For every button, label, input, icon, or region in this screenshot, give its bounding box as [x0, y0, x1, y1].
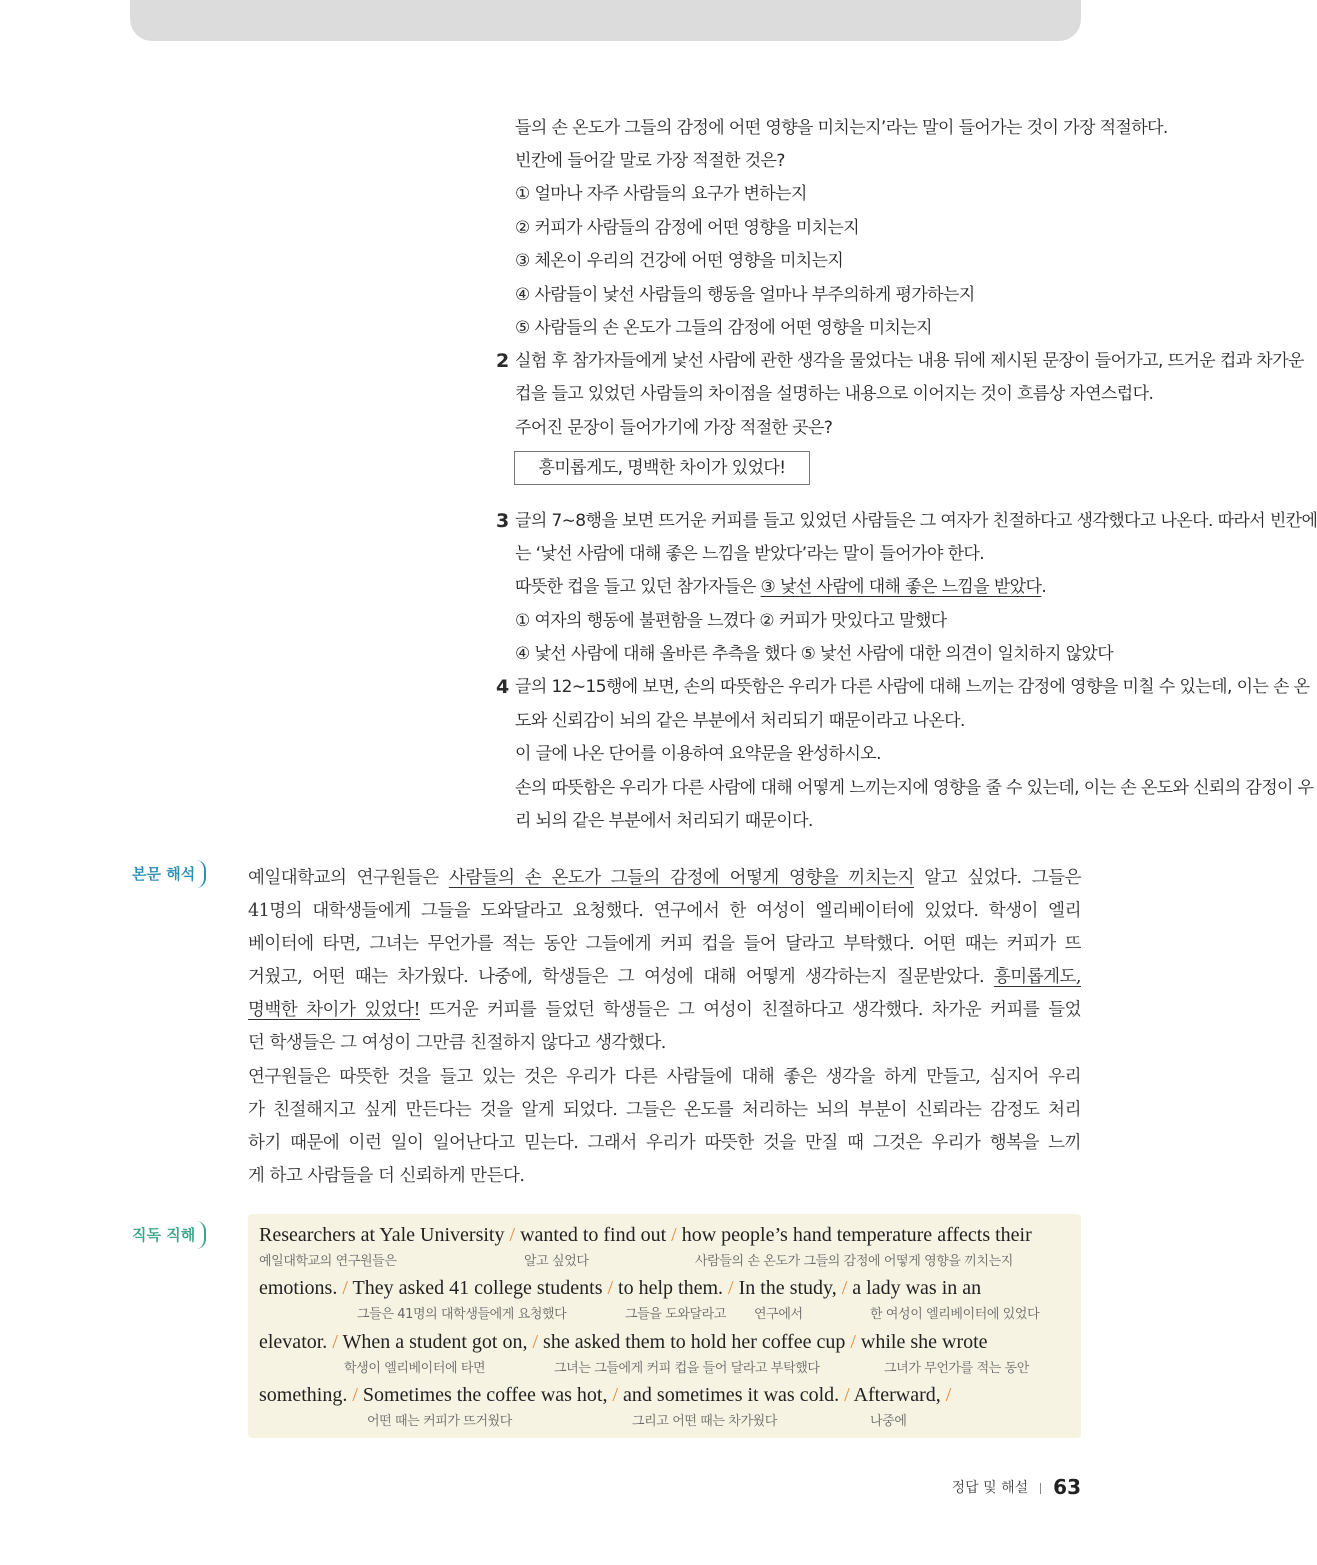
- korean-gloss: 그녀는 그들에게 커피 컵을 들어 달라고 부탁했다: [554, 1361, 820, 1376]
- question-number: 2: [496, 350, 509, 372]
- q3-line: 는 ‘낯선 사람에 대해 좋은 느낌을 받았다’라는 말이 들어가야 한다.: [515, 544, 985, 564]
- korean-gloss: 연구에서: [754, 1307, 803, 1322]
- korean-gloss: 그들은 41명의 대학생들에게 요청했다: [357, 1307, 567, 1322]
- korean-gloss: 그들을 도와달라고: [625, 1307, 726, 1322]
- translation-line: 베이터에 타면, 그녀는 무언가를 적는 동안 그들에게 커피 컵을 들어 달라고 부탁했다. 어떤 때는 커피가 뜨: [248, 934, 1081, 954]
- q1-option: ⑤ 사람들의 손 온도가 그들의 감정에 어떤 영향을 미치는지: [515, 318, 932, 338]
- q1-line: 들의 손 온도가 그들의 감정에 어떤 영향을 미치는지’라는 말이 들어가는 것이 가장 적절하다.: [515, 118, 1168, 138]
- question-number: 4: [496, 676, 509, 698]
- q3-answer-suffix: .: [1041, 577, 1047, 597]
- translation-line: 가 친절해지고 싶게 만든다는 것을 알게 되었다. 그들은 온도를 처리하는 뇌의 부분이 신뢰라는 감정도 처리: [248, 1100, 1081, 1120]
- q1-line: 빈칸에 들어갈 말로 가장 적절한 것은?: [515, 151, 785, 171]
- q2-given-sentence-box: 흥미롭게도, 명백한 차이가 있었다!: [514, 451, 810, 485]
- translation-line: 던 학생들은 그 여성이 그만큼 친절하지 않다고 생각했다.: [248, 1033, 666, 1053]
- korean-gloss: 예일대학교의 연구원들은: [259, 1254, 397, 1269]
- q4-line: 글의 12∼15행에 보면, 손의 따뜻함은 우리가 다른 사람에 대해 느끼는 감정에 영향을 미칠 수 있는데, 이는 손 온: [515, 677, 1310, 697]
- translation-line: 41명의 대학생들에게 그들을 도와달라고 요청했다. 연구에서 한 여성이 엘리베이터에 있었다. 학생이 엘리: [248, 901, 1081, 921]
- q1-option: ③ 체온이 우리의 건강에 어떤 영향을 미치는지: [515, 251, 844, 271]
- korean-gloss: 어떤 때는 커피가 뜨거웠다: [367, 1414, 512, 1429]
- translation-label: 본문 해석: [130, 860, 206, 888]
- korean-gloss: 알고 싶었다: [524, 1254, 589, 1269]
- korean-gloss: 한 여성이 엘리베이터에 있었다: [870, 1307, 1040, 1322]
- q4-line: 손의 따뜻함은 우리가 다른 사람에 대해 어떻게 느끼는지에 영향을 줄 수 있는데, 이는 손 온도와 신뢰의 감정이 우: [515, 778, 1314, 798]
- q1-option: ④ 사람들이 낯선 사람들의 행동을 얼마나 부주의하게 평가하는지: [515, 285, 975, 305]
- footer-section-title: 정답 및 해설: [951, 1480, 1029, 1496]
- q1-option: ② 커피가 사람들의 감정에 어떤 영향을 미치는지: [515, 218, 860, 238]
- translation-line: 거웠고, 어떤 때는 차가웠다. 나중에, 학생들은 그 여성에 대해 어떻게 생각하는지 질문받았다. 흥미롭게도,: [248, 967, 1081, 987]
- korean-gloss: 학생이 엘리베이터에 타면: [344, 1361, 486, 1376]
- q2-line: 컵을 들고 있었던 사람들의 차이점을 설명하는 내용으로 이어지는 것이 흐름상 자연스럽다.: [515, 384, 1154, 404]
- korean-gloss: 나중에: [870, 1414, 907, 1429]
- q3-options: ① 여자의 행동에 불편함을 느꼈다 ② 커피가 맛있다고 말했다: [515, 611, 947, 631]
- q3-line: 글의 7∼8행을 보면 뜨거운 커피를 들고 있었던 사람들은 그 여자가 친절하다고 생각했다고 나온다. 따라서 빈칸에: [515, 511, 1317, 531]
- q2-line: 실험 후 참가자들에게 낯선 사람에 관한 생각을 물었다는 내용 뒤에 제시된 문장이 들어가고, 뜨거운 컵과 차가운: [515, 351, 1304, 371]
- translation-line: 명백한 차이가 있었다! 뜨거운 커피를 들었던 학생들은 그 여성이 친절하다고 생각했다. 차가운 커피를 들었: [248, 1000, 1081, 1020]
- q4-line: 도와 신뢰감이 뇌의 같은 부분에서 처리되기 때문이라고 나온다.: [515, 711, 965, 731]
- direct-reading-label: 직독 직해: [130, 1221, 206, 1249]
- korean-gloss: 사람들의 손 온도가 그들의 감정에 어떻게 영향을 끼치는지: [695, 1254, 1013, 1269]
- korean-gloss: 그리고 어떤 때는 차가웠다: [632, 1414, 777, 1429]
- page-number: 63: [1053, 1475, 1081, 1499]
- english-line: something. / Sometimes the coffee was hot, / and sometimes it was cold. / Afterward, /: [259, 1384, 952, 1406]
- q4-line: 리 뇌의 같은 부분에서 처리되기 때문이다.: [515, 811, 813, 831]
- q4-line: 이 글에 나온 단어를 이용하여 요약문을 완성하시오.: [515, 744, 881, 764]
- translation-line: 게 하고 사람들을 더 신뢰하게 만든다.: [248, 1166, 525, 1186]
- page-footer: [952, 1475, 1081, 1499]
- translation-line: 하기 때문에 이런 일이 일어난다고 믿는다. 그래서 우리가 따뜻한 것을 만질 때 그것은 우리가 행복을 느끼: [248, 1133, 1081, 1153]
- q3-answer-underlined: ③ 낯선 사람에 대해 좋은 느낌을 받았다: [760, 577, 1042, 597]
- top-header-bar: [130, 0, 1081, 41]
- translation-line: 예일대학교의 연구원들은 사람들의 손 온도가 그들의 감정에 어떻게 영향을 끼치는지 알고 싶었다. 그들은: [248, 868, 1081, 888]
- q2-line: 주어진 문장이 들어가기에 가장 적절한 곳은?: [515, 418, 833, 438]
- q1-option: ① 얼마나 자주 사람들의 요구가 변하는지: [515, 184, 807, 204]
- english-line: elevator. / When a student got on, / she asked them to hold her coffee cup / while she wrote: [259, 1331, 988, 1353]
- question-number: 3: [496, 510, 509, 532]
- korean-gloss: 그녀가 무언가를 적는 동안: [884, 1361, 1029, 1376]
- q3-options: ④ 낯선 사람에 대해 올바른 추측을 했다 ⑤ 낯선 사람에 대한 의견이 일치하지 않았다: [515, 644, 1114, 664]
- english-line: emotions. / They asked 41 college students / to help them. / In the study, / a lady was in an: [259, 1277, 982, 1299]
- english-line: Researchers at Yale University / wanted to find out / how people’s hand temperature affects their: [259, 1224, 1032, 1246]
- q3-answer-line: [515, 574, 1046, 600]
- direct-reading-box: [248, 1214, 1081, 1438]
- q3-answer-prefix: 따뜻한 컵을 들고 있던 참가자들은: [515, 577, 761, 597]
- footer-divider: [1040, 1483, 1041, 1494]
- translation-line: 연구원들은 따뜻한 것을 들고 있는 것은 우리가 다른 사람들에 대해 좋은 생각을 하게 만들고, 심지어 우리: [248, 1067, 1081, 1087]
